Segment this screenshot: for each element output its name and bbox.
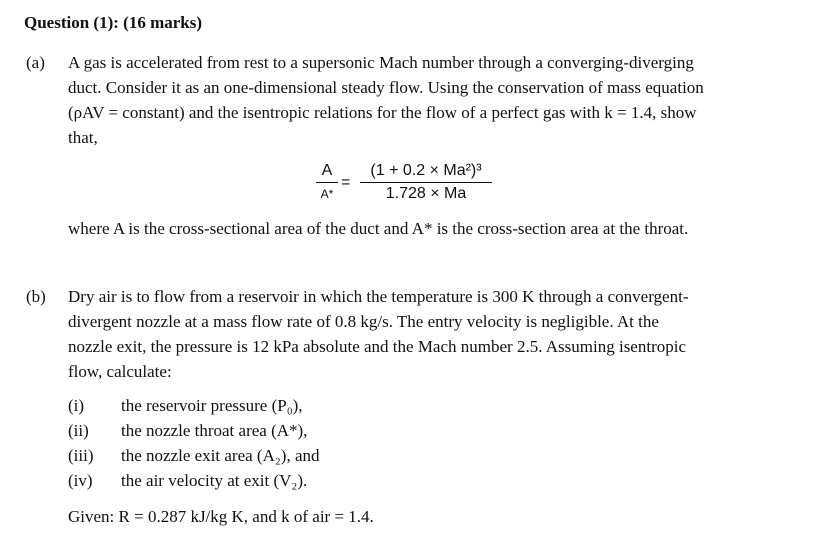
part-a-line-2: duct. Consider it as an one-dimensional steady flow. Using the conservation of mass equation	[68, 78, 704, 97]
part-b-line-3: nozzle exit, the pressure is 12 kPa absolute and the Mach number 2.5. Assuming isentropic	[68, 337, 687, 356]
item-label: (ii)	[68, 421, 89, 440]
part-a-where-line: where A is the cross-sectional area of the duct and A* is the cross-section area at the throat.	[68, 219, 689, 238]
part-a-tag: (a)	[26, 53, 45, 72]
part-a-line-1: A gas is accelerated from rest to a supersonic Mach number through a converging-diverging	[68, 53, 694, 72]
equation-rhs-numerator: (1 + 0.2 × Ma²)³	[370, 162, 482, 179]
equation-equals: =	[341, 174, 351, 191]
item-text: the nozzle exit area (A₂), and	[121, 446, 320, 465]
equation-lhs-fraction	[316, 162, 338, 203]
equation-rhs-fraction	[360, 162, 492, 203]
item-label: (iv)	[68, 471, 93, 490]
item-text: the air velocity at exit (V₂).	[121, 471, 308, 490]
equation-rhs-denominator: 1.728 × Ma	[385, 185, 467, 202]
part-b-tag: (b)	[26, 287, 46, 306]
item-label: (iii)	[68, 446, 94, 465]
fraction-bar	[316, 182, 338, 183]
item-label: (i)	[68, 396, 85, 415]
part-b-given: Given: R = 0.287 kJ/kg K, and k of air = 1.4.	[68, 507, 374, 526]
item-text: the reservoir pressure (P₀),	[121, 396, 303, 415]
part-b-line-2: divergent nozzle at a mass flow rate of 0.8 kg/s. The entry velocity is negligible. At the	[68, 312, 659, 331]
fraction-bar	[360, 182, 492, 183]
part-a-line-3: (ρAV = constant) and the isentropic relations for the flow of a perfect gas with k = 1.4, show	[68, 103, 697, 122]
equation-lhs-denominator: A*	[320, 187, 334, 201]
equation-lhs-numerator: A	[321, 162, 333, 179]
item-text: the nozzle throat area (A*),	[121, 421, 308, 440]
question-title: Question (1): (16 marks)	[24, 13, 203, 32]
part-a-line-4: that,	[68, 128, 98, 147]
part-b-line-4: flow, calculate:	[68, 362, 172, 381]
part-b-line-1: Dry air is to flow from a reservoir in which the temperature is 300 K through a convergent-	[68, 287, 689, 306]
